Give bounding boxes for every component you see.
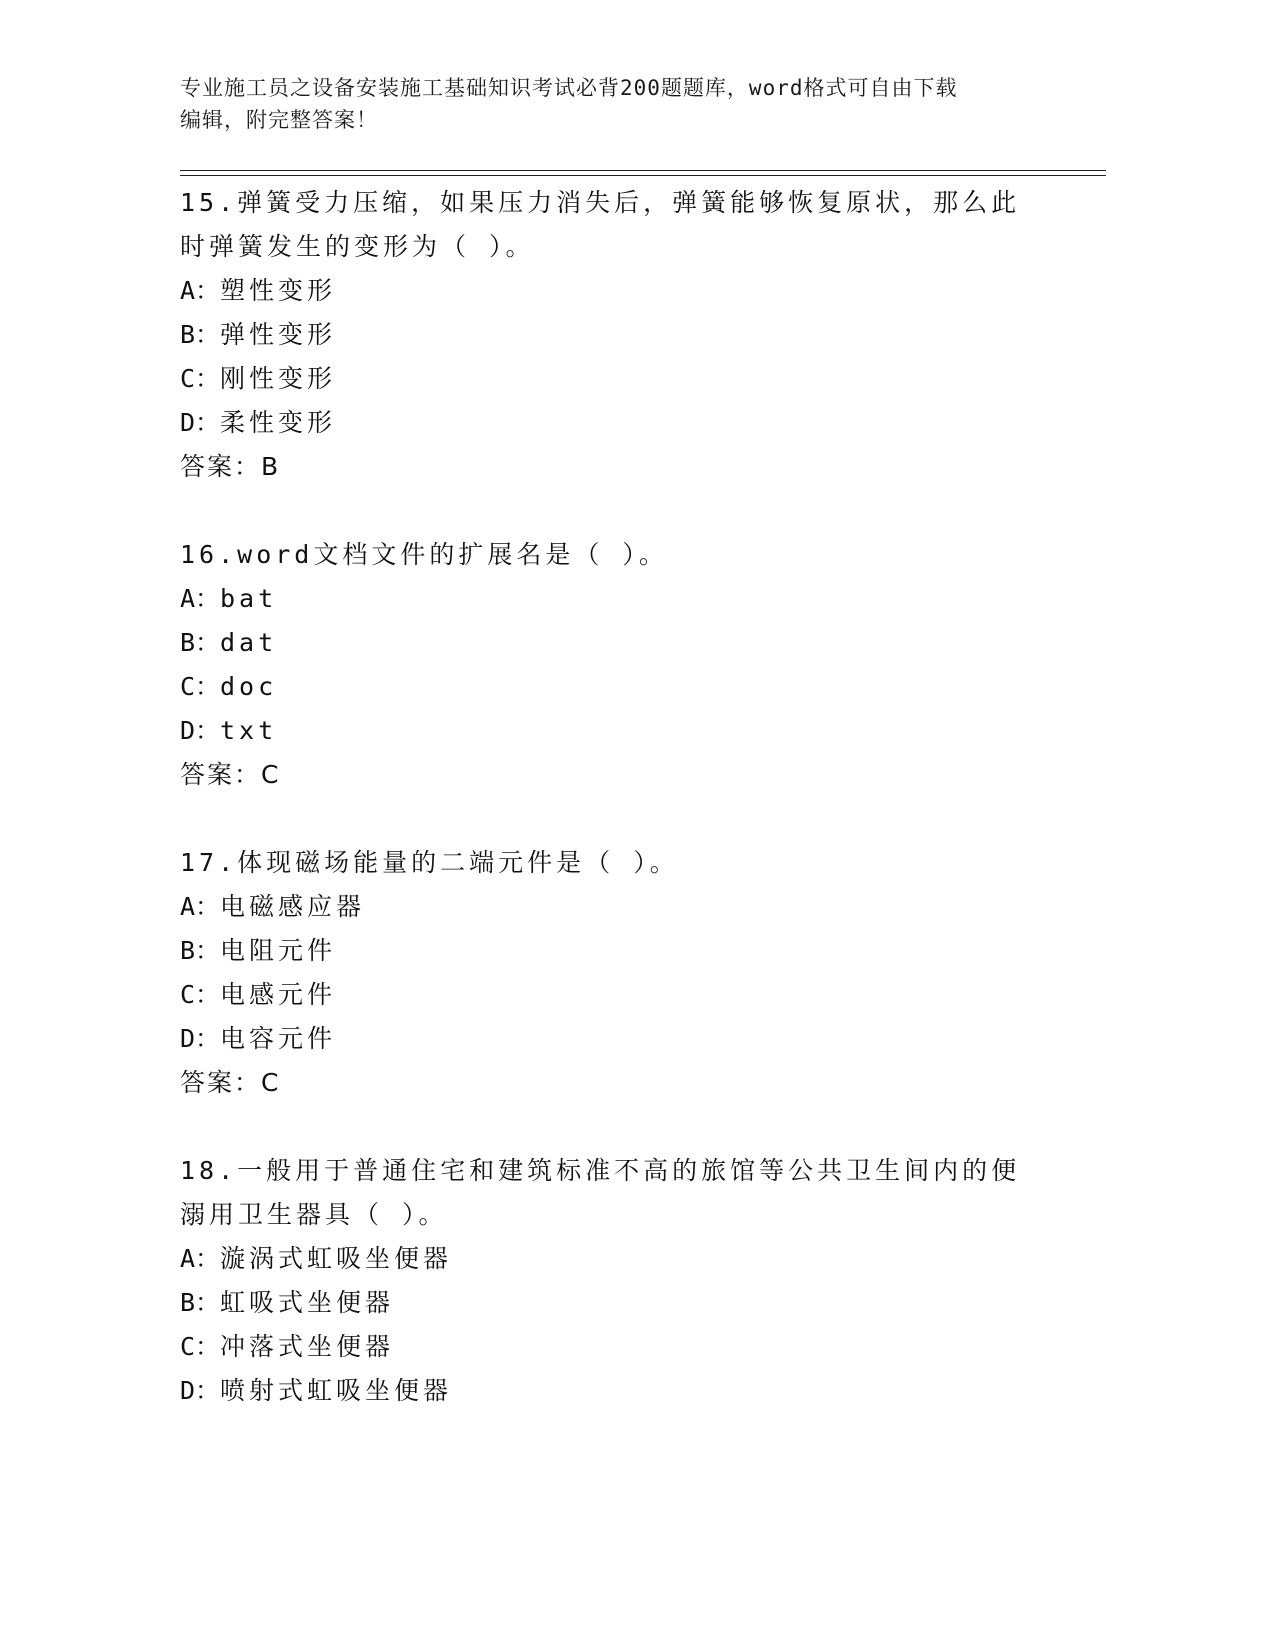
option-b [180, 313, 1080, 357]
option-text: 电阻元件 [220, 936, 337, 965]
option-a [180, 269, 1080, 313]
option-letter: C： [180, 1332, 221, 1361]
option-c [180, 665, 1080, 709]
header-divider-top [180, 170, 1106, 171]
option-text: 电容元件 [220, 1024, 337, 1053]
option-text: 虹吸式坐便器 [220, 1288, 395, 1317]
answer-line: 答案：C [180, 1068, 281, 1097]
option-letter: A： [180, 276, 221, 305]
option-letter: A： [180, 584, 221, 613]
option-c [180, 357, 1080, 401]
document-header [180, 72, 1040, 136]
option-a [180, 1237, 1080, 1281]
option-d [180, 1017, 1080, 1061]
option-letter: B： [180, 320, 221, 349]
option-letter: B： [180, 936, 221, 965]
header-line-1: 专业施工员之设备安装施工基础知识考试必背200题题库，word格式可自由下载 [180, 76, 958, 100]
option-d [180, 401, 1080, 445]
question-stem: 18.一般用于普通住宅和建筑标准不高的旅馆等公共卫生间内的便溺用卫生器具（ ）。 [180, 1156, 1021, 1229]
question-stem: 17.体现磁场能量的二端元件是（ ）。 [180, 848, 679, 877]
option-a [180, 577, 1080, 621]
option-text: 刚性变形 [220, 364, 337, 393]
question-18 [180, 1148, 1080, 1413]
option-text: bat [220, 584, 278, 613]
question-15 [180, 180, 1080, 489]
option-letter: A： [180, 1244, 221, 1273]
option-c [180, 1325, 1080, 1369]
option-letter: C： [180, 672, 221, 701]
option-letter: D： [180, 716, 221, 745]
option-letter: C： [180, 980, 221, 1009]
question-stem: 15.弹簧受力压缩，如果压力消失后，弹簧能够恢复原状，那么此时弹簧发生的变形为（ ）。 [180, 188, 1021, 261]
option-d [180, 1369, 1080, 1413]
option-text: 喷射式虹吸坐便器 [220, 1376, 453, 1405]
option-letter: B： [180, 628, 221, 657]
question-17 [180, 840, 1080, 1105]
header-divider-bottom [180, 175, 1106, 176]
option-text: 柔性变形 [220, 408, 337, 437]
option-letter: D： [180, 408, 221, 437]
option-b [180, 621, 1080, 665]
option-text: 塑性变形 [220, 276, 337, 305]
option-letter: D： [180, 1024, 221, 1053]
answer-line: 答案：C [180, 760, 281, 789]
option-b [180, 929, 1080, 973]
question-stem: 16.word文档文件的扩展名是（ ）。 [180, 540, 668, 569]
answer-line: 答案：B [180, 452, 281, 481]
option-text: 冲落式坐便器 [220, 1332, 395, 1361]
question-16 [180, 532, 1080, 797]
option-b [180, 1281, 1080, 1325]
option-letter: C： [180, 364, 221, 393]
option-text: dat [220, 628, 278, 657]
option-letter: A： [180, 892, 221, 921]
header-line-2: 编辑，附完整答案！ [180, 108, 378, 132]
option-letter: D： [180, 1376, 221, 1405]
question-list [180, 180, 1080, 1413]
option-c [180, 973, 1080, 1017]
option-text: doc [220, 672, 278, 701]
option-a [180, 885, 1080, 929]
option-text: 弹性变形 [220, 320, 337, 349]
option-letter: B： [180, 1288, 221, 1317]
option-d [180, 709, 1080, 753]
option-text: 电感元件 [220, 980, 337, 1009]
option-text: 漩涡式虹吸坐便器 [220, 1244, 453, 1273]
option-text: txt [220, 716, 278, 745]
option-text: 电磁感应器 [220, 892, 366, 921]
